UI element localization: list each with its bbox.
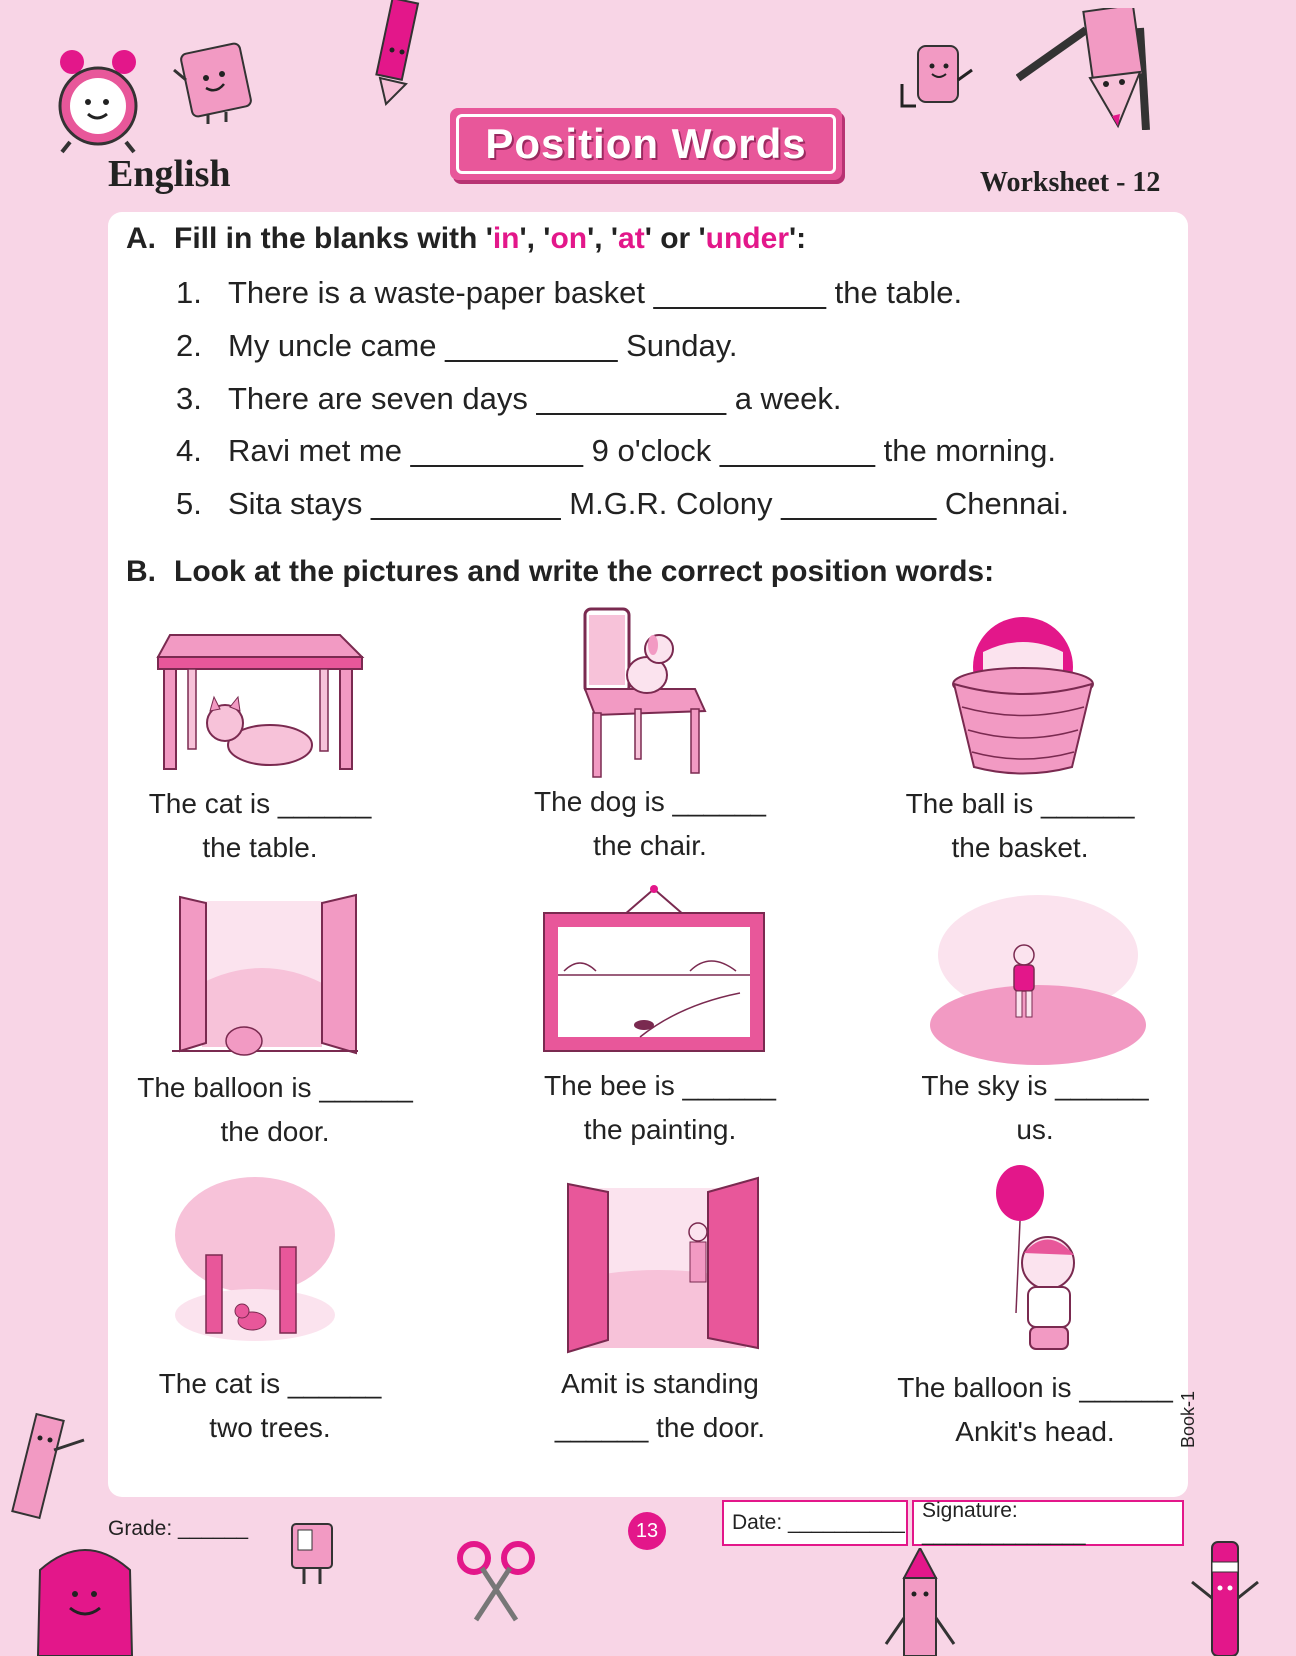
- notepad-character-icon: [168, 40, 268, 124]
- section-a-label: A.: [126, 222, 156, 255]
- question-number: 5.: [176, 486, 202, 521]
- section-a-prompt: Fill in the blanks with ': [174, 222, 493, 255]
- separator: ', ': [587, 222, 619, 255]
- caption-line: the basket.: [951, 832, 1089, 863]
- cat-between-trees-picture: [170, 1175, 340, 1350]
- caption-line: us.: [1016, 1114, 1054, 1145]
- boy-with-balloon-picture: [990, 1163, 1090, 1363]
- word-in: in: [492, 222, 520, 255]
- scissors-icon: [456, 1538, 536, 1622]
- pen-character-icon: [1188, 1538, 1262, 1656]
- signature-field[interactable]: Signature: ______________: [912, 1500, 1184, 1546]
- caption-line: The cat is ______: [158, 1368, 382, 1399]
- caption-line: The ball is ______: [905, 788, 1135, 819]
- word-under: under: [705, 222, 789, 255]
- question-text: Ravi met me __________ 9 o'clock _________ the morning.: [228, 433, 1056, 468]
- caption-line: The cat is ______: [148, 788, 372, 819]
- bee-on-painting-picture: [540, 885, 768, 1055]
- question-text: There are seven days ___________ a week.: [228, 381, 842, 416]
- ruler-character-icon: [10, 1410, 90, 1530]
- section-b-label: B.: [126, 555, 156, 588]
- caption-6: [885, 1064, 1185, 1152]
- caption-line: The balloon is ______: [897, 1372, 1173, 1403]
- ball-in-basket-picture: [948, 612, 1098, 777]
- question-number: 3.: [176, 381, 202, 416]
- page-title: Position Words: [485, 120, 807, 167]
- word-at: at: [618, 222, 645, 255]
- question-3: [176, 381, 842, 417]
- alarm-clock-icon: [50, 44, 150, 154]
- pencil-character-icon: [370, 0, 430, 110]
- question-text: Sita stays ___________ M.G.R. Colony _________ Chennai.: [228, 486, 1070, 521]
- boy-under-sky-picture: [928, 885, 1148, 1070]
- question-text: My uncle came __________ Sunday.: [228, 328, 738, 363]
- caption-line: The sky is ______: [921, 1070, 1149, 1101]
- caption-line: the chair.: [593, 830, 707, 861]
- boy-behind-door-picture: [548, 1170, 778, 1355]
- pencil-character-icon: [1016, 8, 1166, 130]
- question-4: [176, 433, 1056, 469]
- section-a-heading: [126, 222, 806, 256]
- word-on: on: [550, 222, 588, 255]
- worksheet-label: Worksheet - 12: [980, 167, 1161, 198]
- question-number: 2.: [176, 328, 202, 363]
- subject-label: English: [108, 153, 231, 195]
- caption-line: Amit is standing: [561, 1368, 759, 1399]
- title-banner: [450, 108, 842, 180]
- separator: ', ': [519, 222, 551, 255]
- caption-line: The bee is ______: [544, 1070, 776, 1101]
- caption-line: two trees.: [209, 1412, 331, 1443]
- caption-1: [110, 782, 410, 870]
- separator: ' or ': [644, 222, 706, 255]
- separator: ':: [789, 222, 807, 255]
- caption-line: Ankit's head.: [955, 1416, 1115, 1447]
- caption-line: the door.: [220, 1116, 330, 1147]
- question-text: There is a waste-paper basket __________ the table.: [228, 275, 963, 310]
- caption-3: [870, 782, 1170, 870]
- caption-2: [500, 780, 800, 868]
- caption-line: the painting.: [583, 1114, 737, 1145]
- section-b-heading: [126, 555, 994, 589]
- grade-field[interactable]: Grade: ______: [108, 1517, 249, 1540]
- question-5: [176, 486, 1069, 522]
- book-label: Book-1: [1178, 1390, 1198, 1448]
- date-field[interactable]: Date: __________: [722, 1500, 908, 1546]
- question-1: [176, 275, 962, 311]
- caption-line: the table.: [202, 832, 318, 863]
- question-number: 1.: [176, 275, 202, 310]
- crayon-character-icon: [880, 1548, 960, 1656]
- caption-line: ______ the door.: [554, 1412, 766, 1443]
- page-number: 13: [628, 1512, 666, 1550]
- section-b-prompt: Look at the pictures and write the correct position words:: [174, 555, 995, 588]
- cat-under-table-picture: [150, 615, 370, 775]
- question-2: [176, 328, 738, 364]
- caption-5: [510, 1064, 810, 1152]
- question-number: 4.: [176, 433, 202, 468]
- balloon-near-door-picture: [172, 893, 358, 1061]
- caption-8: [510, 1362, 810, 1450]
- caption-line: The dog is ______: [534, 786, 766, 817]
- eraser-character-icon: [896, 40, 976, 120]
- sharpener-character-icon: [282, 1520, 342, 1590]
- caption-7: [120, 1362, 420, 1450]
- school-bag-icon: [20, 1540, 150, 1656]
- dog-on-chair-picture: [575, 605, 715, 780]
- caption-4: [125, 1066, 425, 1154]
- caption-line: The balloon is ______: [137, 1072, 413, 1103]
- caption-9: [885, 1366, 1185, 1454]
